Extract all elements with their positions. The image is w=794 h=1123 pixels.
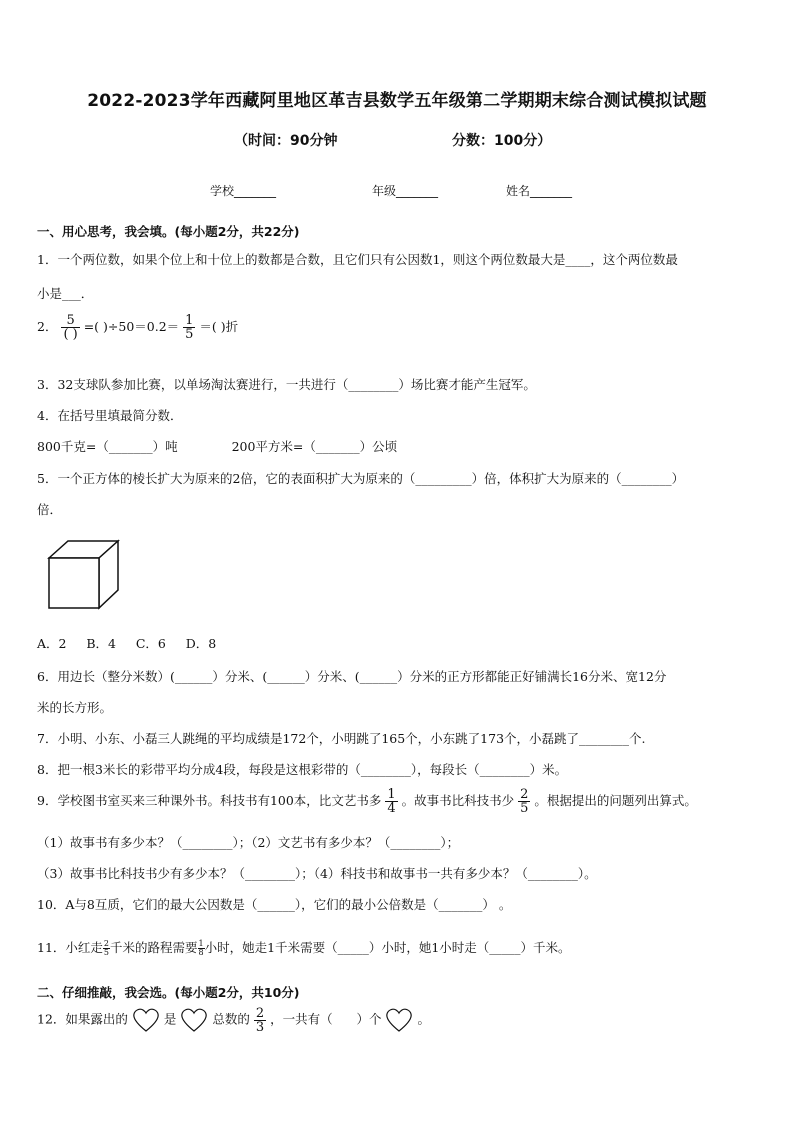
q11-f1-den: 5 [103,948,109,957]
score-label: 分数：100分） [452,133,552,149]
question-4: 4．在括号里填最简分数． [37,408,183,423]
q11-f2-num: 1 [198,939,204,948]
grade-field: 年级_______ [372,184,439,198]
q11-text-c: 小时，她走1千米需要（_____）小时，她1小时走（_____）千米。 [204,940,571,955]
q12-fraction [254,1007,266,1034]
q9-f2-num: 2 [520,787,529,802]
q2-mid: =( )÷50＝0.2＝ [83,319,180,334]
question-4-conversions [37,437,397,455]
name-field: 姓名_______ [506,184,573,198]
q12-f-den: 3 [255,1019,265,1035]
q12-f-num: 2 [255,1005,265,1021]
q2-f2-num: 1 [185,313,194,328]
q2-suffix: ＝( )折 [199,319,239,334]
q12-text-e: 。 [417,1011,430,1027]
q9-f1-den: 4 [387,801,396,816]
question-11 [37,938,571,957]
question-6-line-b: 米的长方形。 [37,700,113,715]
q9-text-a: 9．学校图书室买来三种课外书。科技书有100本，比文艺书多 [37,793,382,808]
cube-figure [46,538,122,612]
question-9-sub-1: （1）故事书有多少本？（________）；（2）文艺书有多少本？（________）； [37,835,460,850]
question-3: 3．32支球队参加比赛，以单场淘汰赛进行，一共进行（________）场比赛才能产生冠军。 [37,377,536,392]
q11-text-b: 千米的路程需要 [110,940,198,955]
question-2 [37,314,238,341]
q2-f1-num: 5 [61,314,79,328]
question-10: 10．A与8互质，它们的最大公因数是（______），它们的最小公倍数是（_______） 。 [37,897,512,912]
question-5-line-a: 5．一个正方体的棱长扩大为原来的2倍，它的表面积扩大为原来的（_________）倍，体积扩大为原来的（________） [37,471,685,486]
q4-right: 200平方米=（_______）公顷 [231,439,398,454]
q11-f1-num: 2 [103,939,109,948]
exam-title: 2022-2023学年西藏阿里地区革吉县数学五年级第二学期期末综合测试模拟试题 [87,91,707,111]
q2-fraction-1 [61,314,79,341]
q12-text-c: 总数的 [212,1011,250,1027]
question-6-line-a: 6．用边长（整分米数）(______）分米、(______）分米、(______）分米的正方形都能正好铺满长16分米、宽12分 [37,669,667,684]
q2-f2-den: 5 [185,327,194,342]
heart-icon [180,1006,208,1034]
q9-text-c: 。根据提出的问题列出算式。 [534,793,697,808]
q12-text-b: 是 [163,1011,177,1027]
q9-f2-den: 5 [520,801,529,816]
q12-text-a: 12．如果露出的 [37,1011,128,1027]
section-1-heading: 一、用心思考，我会填。(每小题2分，共22分) [37,224,300,239]
section-2-heading: 二、仔细推敲，我会选。(每小题2分，共10分) [37,985,300,1000]
heart-icon [132,1006,160,1034]
q4-left: 800千克=（_______）吨 [37,439,178,454]
q2-prefix: 2． [37,319,58,334]
question-1-line-a: 1．一个两位数，如果个位上和十位上的数都是合数，且它们只有公因数1，则这个两位数最大是____，这个两位数最 [37,252,678,267]
question-12 [37,1006,430,1034]
q2-f1-den: ( ) [63,327,78,342]
q12-text-d: ，一共有（ ）个 [270,1011,382,1027]
q11-f2-den: 8 [198,948,204,957]
q9-f1-num: 1 [387,787,396,802]
question-9 [37,788,697,815]
q9-fraction-1 [385,788,397,815]
q11-text-a: 11．小红走 [37,940,103,955]
question-5-options: A．2 B．4 C．6 D．8 [37,636,217,651]
time-label: （时间：90分钟 [234,133,338,149]
question-1-line-b: 小是___． [37,286,94,301]
q9-fraction-2 [518,788,530,815]
q2-fraction-2 [183,314,195,341]
question-8: 8．把一根3米长的彩带平均分成4段，每段是这根彩带的（________），每段长（________）米。 [37,762,568,777]
q9-text-b: 。故事书比科技书少 [401,793,515,808]
q11-fraction-1 [103,940,110,957]
heart-icon [385,1006,413,1034]
question-9-sub-2: （3）故事书比科技书少有多少本？（________）；（4）科技书和故事书一共有多少本？（________）。 [37,866,597,881]
question-7: 7．小明、小东、小磊三人跳绳的平均成绩是172个，小明跳了165个，小东跳了173个，小磊跳了________个. [37,731,646,746]
school-field: 学校_______ [210,184,277,198]
q11-fraction-2 [198,940,205,957]
question-5-line-b: 倍． [37,502,63,517]
